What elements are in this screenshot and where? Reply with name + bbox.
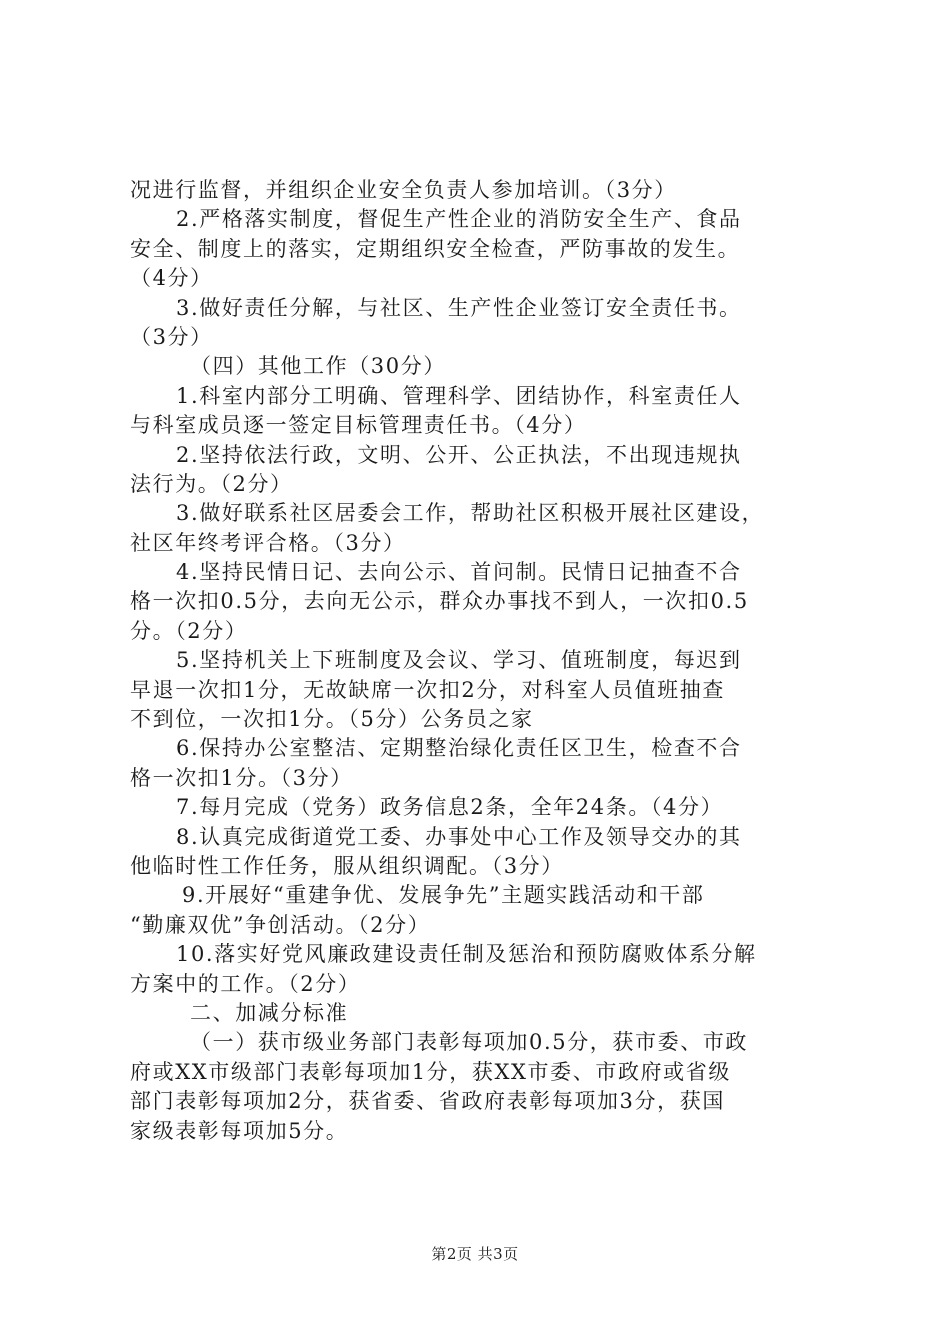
text-line: 格一次扣1分。（3分） [130, 765, 353, 790]
text-line: 况进行监督，并组织企业安全负责人参加培训。（3分） [130, 178, 677, 202]
text-line: 2.严格落实制度，督促生产性企业的消防安全生产、食品 [176, 207, 742, 232]
text-line: （3分） [130, 324, 213, 349]
text-line: 府或XX市级部门表彰每项加1分，获XX市委、市政府或省级 [130, 1059, 731, 1084]
text-line: 9.开展好“重建争优、发展争先”主题实践活动和干部 [182, 883, 705, 908]
text-line: 3.做好责任分解，与社区、生产性企业签订安全责任书。 [176, 295, 742, 320]
text-line: 8.认真完成街道党工委、办事处中心工作及领导交办的其 [176, 824, 742, 849]
text-line: 方案中的工作。（2分） [130, 971, 361, 996]
text-line: 早退一次扣1分，无故缺席一次扣2分，对科室人员值班抽查 [130, 677, 725, 702]
text-line: 10.落实好党风廉政建设责任制及惩治和预防腐败体系分解 [176, 942, 757, 967]
page-footer: 第2页 共3页 [431, 1245, 519, 1263]
text-line: 与科室成员逐一签定目标管理责任书。（4分） [130, 413, 587, 438]
text-line: 家级表彰每项加5分。 [130, 1118, 349, 1143]
text-line: 分。（2分） [130, 618, 248, 643]
text-line: 不到位，一次扣1分。（5分）公务员之家 [130, 707, 534, 732]
text-line: 3.做好联系社区居委会工作，帮助社区积极开展社区建设， [176, 501, 765, 526]
text-line: 部门表彰每项加2分，获省委、省政府表彰每项加3分，获国 [130, 1089, 725, 1114]
text-line: 二、加减分标准 [190, 1000, 349, 1025]
text-line: “勤廉双优”争创活动。（2分） [130, 912, 431, 937]
text-line: 7.每月完成（党务）政务信息2条，全年24条。（4分） [176, 795, 724, 820]
text-line: 5.坚持机关上下班制度及会议、学习、值班制度，每迟到 [176, 648, 742, 673]
text-line: 2.坚持依法行政，文明、公开、公正执法，不出现违规执 [176, 442, 742, 467]
text-line: （四）其他工作（30分） [190, 354, 446, 379]
text-line: （一）获市级业务部门表彰每项加0.5分，获市委、市政 [190, 1030, 748, 1055]
document-body [130, 176, 830, 1146]
text-line: 格一次扣0.5分，去向无公示，群众办事找不到人，一次扣0.5 [130, 589, 749, 614]
text-line: 社区年终考评合格。（3分） [130, 530, 406, 555]
text-line: 1.科室内部分工明确、管理科学、团结协作，科室责任人 [176, 383, 742, 408]
text-line: 他临时性工作任务，服从组织调配。（3分） [130, 853, 564, 878]
text-line: 4.坚持民情日记、去向公示、首问制。民情日记抽查不合 [176, 560, 742, 585]
text-line: 法行为。（2分） [130, 471, 293, 496]
text-line: 6.保持办公室整洁、定期整治绿化责任区卫生，检查不合 [176, 736, 742, 761]
text-line: 安全、制度上的落实，定期组织安全检查，严防事故的发生。 [130, 236, 741, 261]
text-line: （4分） [130, 266, 213, 291]
